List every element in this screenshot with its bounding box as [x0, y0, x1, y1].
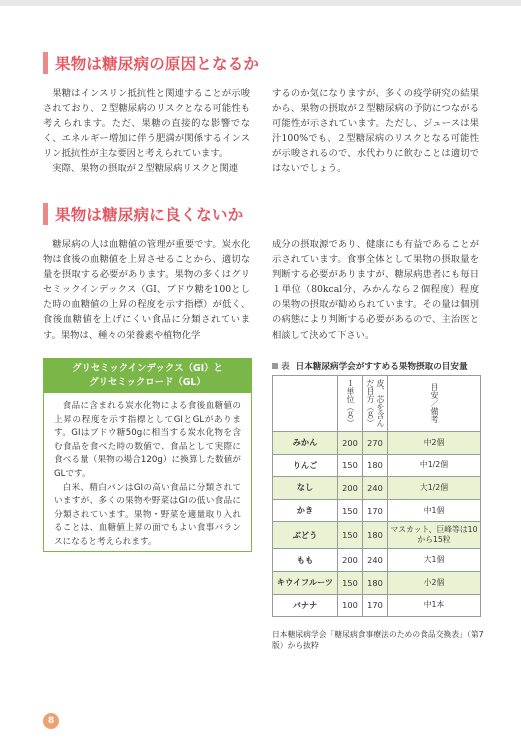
section1-left-column — [43, 86, 250, 177]
table-row — [273, 571, 481, 594]
section2-right-column — [272, 237, 479, 343]
gi-gl-title-line1: グリセミックインデックス（GI）と — [72, 363, 223, 374]
fruit-note: 中1本 — [388, 594, 481, 617]
caption-square-icon — [272, 363, 278, 369]
fruit-name: かき — [273, 499, 338, 522]
section2-right-paragraph: 成分の摂取源であり、健康にも有益であることが示されています。食事全体として果物の摂取量を判断する必要がありますが、糖尿病患者にも毎日１単位（80kcal分、みかんなら２個程度）程度の果物の摂取が勧められています。その量は個別の病態により判断する必要があるので、主治医と相談して決めて下さい。 — [272, 239, 479, 341]
fruit-name: りんご — [273, 454, 338, 477]
section2-heading — [43, 202, 243, 226]
fruit-note: 中1/2個 — [388, 454, 481, 477]
section2-left-column — [43, 237, 250, 343]
fruit-name: もも — [273, 549, 338, 572]
table-source-note: 日本糖尿病学会「糖尿病食事療法のための食品交換表」（第7版）から抜粋 — [272, 630, 484, 650]
gross-grams: 180 — [363, 454, 388, 477]
table-row — [273, 594, 481, 617]
unit-grams: 150 — [338, 499, 363, 522]
fruit-name: みかん — [273, 432, 338, 455]
table-header-unit: １単位（ｇ） — [338, 376, 363, 432]
table-header-gross: 皮、芯を含んだ目方（ｇ） — [363, 376, 388, 432]
gross-grams: 170 — [363, 499, 388, 522]
unit-grams: 100 — [338, 594, 363, 617]
heading-accent-bar — [43, 52, 48, 74]
fruit-name: なし — [273, 477, 338, 500]
table-header-row — [273, 376, 481, 432]
gi-gl-info-box — [43, 358, 252, 552]
unit-grams: 150 — [338, 571, 363, 594]
table-caption-text: 日本糖尿病学会がすすめる果物摂取の目安量 — [295, 361, 468, 372]
section1-heading-text: 果物は糖尿病の原因となるか — [55, 55, 260, 73]
fruit-name: バナナ — [273, 594, 338, 617]
page-number-badge: 8 — [43, 713, 59, 729]
section1-right-paragraph: するのか気になりますが、多くの疫学研究の結果から、果物の摂取が２型糖尿病の予防につながる可能性が示されています。ただし、ジュースは果汁100%でも、２型糖尿病のリスクとなる可能性が示唆されるので、水代わりに飲むことは適切ではないでしょう。 — [272, 88, 479, 175]
section1-left-paragraph-1: 果糖はインスリン抵抗性と関連することが示唆されており、２型糖尿病のリスクとなる可能性も考えられます。ただ、果糖の直接的な影響でなく、エネルギー増加に伴う肥満が関係するインスリン抵抗性が主な要因と考えられています。 — [43, 88, 250, 160]
gi-gl-box-header — [44, 359, 251, 393]
unit-grams: 150 — [338, 522, 363, 549]
gi-gl-title-line2: グリセミックロード（GL） — [89, 376, 206, 388]
fruit-name: ぶどう — [273, 522, 338, 549]
table-caption — [272, 359, 482, 372]
gross-grams: 180 — [363, 571, 388, 594]
gross-grams: 270 — [363, 432, 388, 455]
table-row — [273, 454, 481, 477]
table-row — [273, 432, 481, 455]
fruit-note: マスカット、巨峰等は10から15粒 — [388, 522, 481, 549]
section1-left-paragraph-2: 実際、果物の摂取が２型糖尿病リスクと関連 — [52, 163, 239, 175]
gross-grams: 240 — [363, 477, 388, 500]
gross-grams: 170 — [363, 594, 388, 617]
fruit-note: 大1/2個 — [388, 477, 481, 500]
section2-left-paragraph: 糖尿病の人は血糖値の管理が重要です。炭水化物は食後の血糖値を上昇させることから、適切な量を摂取する必要があります。果物の多くはグリセミックインデックス（GI、ブドウ糖を100とした時の血糖値の上昇の程度を示す指標）が低く、食後血糖値を上げにくい食品に分類されています。果物は、種々の栄養素や植物化学 — [43, 239, 250, 341]
table-row — [273, 477, 481, 500]
fruit-note: 大1個 — [388, 549, 481, 572]
table-row — [273, 499, 481, 522]
fruit-note: 小2個 — [388, 571, 481, 594]
unit-grams: 200 — [338, 432, 363, 455]
gross-grams: 240 — [363, 549, 388, 572]
table-row — [273, 522, 481, 549]
unit-grams: 200 — [338, 549, 363, 572]
table-row — [273, 549, 481, 572]
gross-grams: 180 — [363, 522, 388, 549]
top-bar — [0, 0, 521, 6]
table-header-note: 目安／備考 — [388, 376, 481, 432]
table-label: 表 — [281, 361, 290, 372]
section2-heading-text: 果物は糖尿病に良くないか — [55, 206, 244, 224]
gi-gl-box-body — [44, 393, 251, 550]
fruit-intake-table — [272, 375, 481, 617]
gi-gl-paragraph-1: 食品に含まれる炭水化物による食後血糖値の上昇の程度を示す指標としてGIとGLがあります。GIはブドウ糖50gに相当する炭水化物を含む食品を食べた時の数値で、食品として実際に食べる量（果物の場合120g）に換算した数値がGLです。 — [54, 401, 241, 479]
fruit-note: 中2個 — [388, 432, 481, 455]
section1-right-column — [272, 86, 479, 177]
fruit-note: 中1個 — [388, 499, 481, 522]
heading-accent-bar — [43, 203, 48, 225]
fruit-name: キウイフルーツ — [273, 571, 338, 594]
table-header-fruit — [273, 376, 338, 432]
gi-gl-paragraph-2: 白米、精白パンはGIの高い食品に分類されていますが、多くの果物や野菜はGIの低い食品に分類されています。果物・野菜を適量取り入れることは、血糖値上昇の面でもよい食事バランスになると考えられます。 — [54, 482, 241, 547]
unit-grams: 200 — [338, 477, 363, 500]
section1-heading — [43, 51, 259, 75]
unit-grams: 150 — [338, 454, 363, 477]
